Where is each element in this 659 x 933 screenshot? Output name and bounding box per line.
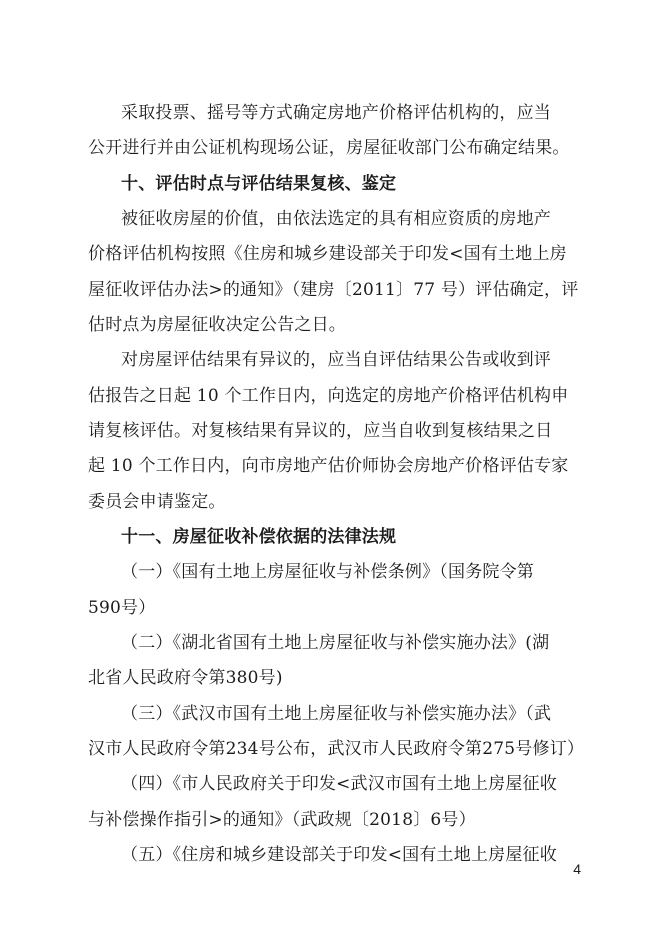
text-line-11: 起 10 个工作日内，向市房地产估价师协会房地产价格评估专家 [88,456,569,476]
law-item-1-cont: 590号） [88,598,156,618]
text-line-10: 请复核评估。对复核结果有异议的，应当自收到复核结果之日 [88,421,553,441]
law-item-5: （五）《住房和城乡建设部关于印发<国有土地上房屋征收 [121,845,557,865]
text-line-1: 采取投票、摇号等方式确定房地产价格评估机构的，应当 [121,103,551,123]
text-line-4: 被征收房屋的价值，由依法选定的具有相应资质的房地产 [121,209,551,229]
text-line-2: 公开进行并由公证机构现场公证，房屋征收部门公布确定结果。 [88,138,570,158]
text-line-9: 估报告之日起 10 个工作日内，向选定的房地产价格评估机构申 [88,386,569,406]
law-item-4-cont: 与补偿操作指引>的通知》（武政规〔2018〕6号） [88,810,476,830]
text-line-7: 估时点为房屋征收决定公告之日。 [88,315,346,335]
section-heading-11: 十一、房屋征收补偿依据的法律法规 [121,527,397,547]
law-item-3: （三）《武汉市国有土地上房屋征收与补偿实施办法》（武 [121,704,552,724]
text-line-8: 对房屋评估结果有异议的，应当自评估结果公告或收到评 [121,350,551,370]
text-line-12: 委员会申请鉴定。 [88,492,226,512]
section-heading-10: 十、评估时点与评估结果复核、鉴定 [121,174,397,194]
law-item-2-cont: 北省人民政府令第380号) [88,668,283,688]
text-line-6: 屋征收评估办法>的通知》（建房〔2011〕77 号）评估确定，评 [88,280,579,300]
law-item-4: （四）《市人民政府关于印发<武汉市国有土地上房屋征收 [121,774,557,794]
law-item-1: （一）《国有土地上房屋征收与补偿条例》（国务院令第 [121,562,534,582]
page-number: 4 [573,861,581,877]
law-item-3-cont: 汉市人民政府令第234号公布，武汉市人民政府令第275号修订） [88,739,585,759]
text-line-5: 价格评估机构按照《住房和城乡建设部关于印发<国有土地上房 [88,244,567,264]
law-item-2: （二）《湖北省国有土地上房屋征收与补偿实施办法》(湖 [121,633,550,653]
